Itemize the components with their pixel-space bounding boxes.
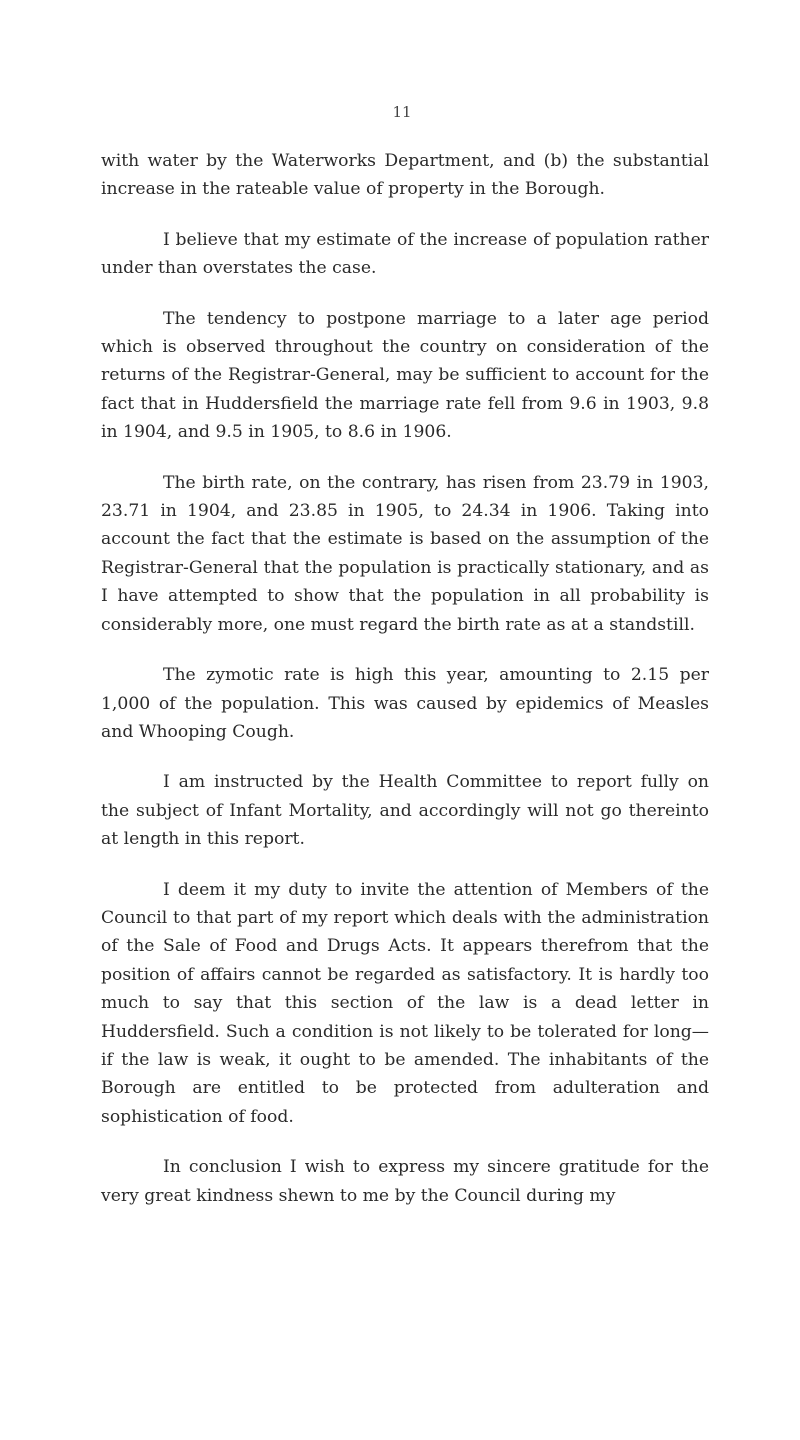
paragraph-population-estimate: I believe that my estimate of the increase of population rather under than overstates the case.: [101, 229, 709, 279]
page-number: 11: [392, 103, 412, 121]
paragraph-infant-mortality: I am instructed by the Health Committee to report fully on the subject of Infant Mortality, and accordingly will not go thereinto at length in this report.: [101, 772, 709, 850]
paragraph-zymotic-rate: The zymotic rate is high this year, amounting to 2.15 per 1,000 of the population. This was caused by epidemics of Measles and Whooping Cough.: [101, 665, 709, 742]
paragraph-conclusion: In conclusion I wish to express my sincere gratitude for the very great kindness shewn to me by the Council during my: [101, 1157, 709, 1206]
paragraph-food-and-drugs: I deem it my duty to invite the attention of Members of the Council to that part of my report which deals with the administration of the Sale of Food and Drugs Acts. It appears therefrom that the position of affairs cannot be regarded as satisfactory. It is hardly too much to say that this section of the law is a dead letter in Huddersfield. Such a condition is not likely to be tolerated for long—if the law is weak, it ought to be amended. The inhabitants of the Borough are entitled to be protected from adulteration and sophistication of food.: [101, 879, 709, 1127]
body-text: [101, 147, 709, 1232]
paragraph-continuation: with water by the Waterworks Department, and (b) the substantial increase in the rateable value of property in the Borough.: [101, 151, 709, 200]
paragraph-marriage-rate: The tendency to postpone marriage to a later age period which is observed throughout the country on consideration of the returns of the Registrar-General, may be sufficient to account for the fact that in Huddersfield the marriage rate fell from 9.6 in 1903, 9.8 in 1904, and 9.5 in 1905, to 8.6 in 1906.: [101, 308, 709, 443]
paragraph-birth-rate: The birth rate, on the contrary, has risen from 23.79 in 1903, 23.71 in 1904, and 23.85 in 1905, to 24.34 in 1906. Taking into account the fact that the estimate is based on the assumption of the Registrar-General that the population is practically stationary, and as I have attempted to show that the population in all probability is considerably more, one must regard the birth rate as at a standstill.: [101, 472, 709, 635]
